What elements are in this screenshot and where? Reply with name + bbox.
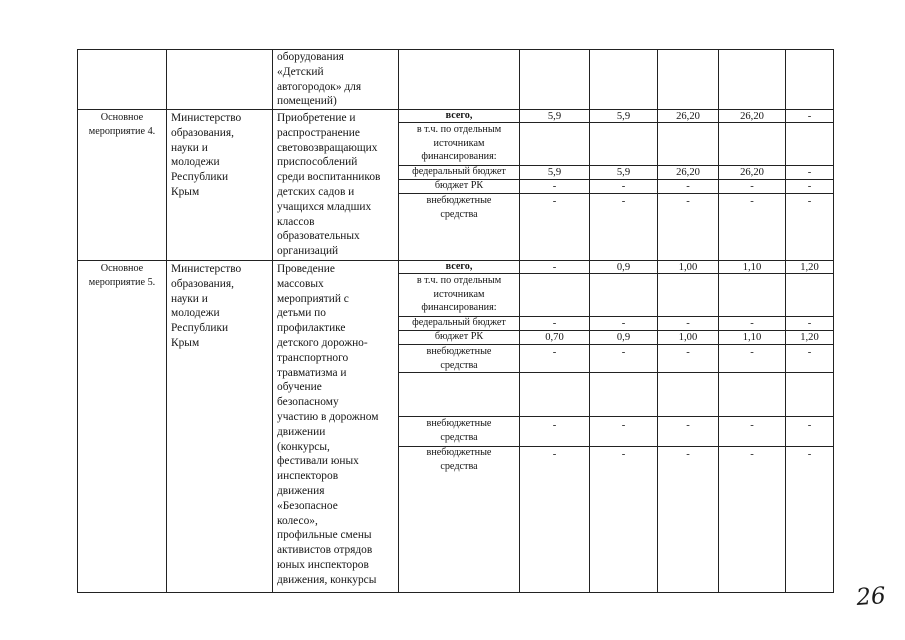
source-label: в т.ч. по отдельным источникам финансирования:	[416, 275, 502, 314]
value-cell: 26,20	[740, 111, 764, 122]
source-label: всего,	[445, 110, 473, 121]
value-cell: -	[686, 181, 690, 192]
source-label: бюджет РК	[434, 331, 484, 342]
value-cell: 1,00	[678, 332, 698, 343]
value-cell: 1,00	[678, 262, 698, 273]
source-label: в т.ч. по отдельным источникам финансирования:	[416, 124, 502, 163]
value-cell: 26,20	[676, 167, 700, 178]
value-cell: -	[807, 449, 812, 460]
value-cell: 0,9	[616, 332, 631, 343]
value-cell: 1,10	[742, 262, 762, 273]
source-label: бюджет РК	[434, 180, 484, 191]
value-cell: -	[807, 347, 812, 358]
value-cell: -	[552, 196, 557, 207]
page-number: 26	[855, 583, 887, 611]
value-cell: -	[552, 181, 557, 192]
value-cell: -	[686, 196, 690, 207]
value-cell: 5,9	[616, 167, 631, 178]
value-cell: 26,20	[740, 167, 764, 178]
table-border-top	[77, 49, 834, 50]
value-cell: 26,20	[676, 111, 700, 122]
source-label: всего,	[445, 261, 473, 272]
value-cell: -	[552, 318, 557, 329]
value-cell: -	[807, 167, 812, 178]
value-cell: 1,10	[742, 332, 762, 343]
activity-type: Основное мероприятие 4.	[88, 112, 156, 137]
value-cell: -	[750, 318, 754, 329]
value-cell: 5,9	[547, 167, 562, 178]
activity-type: Основное мероприятие 5.	[88, 263, 156, 288]
activity-executor: Министерство образования, науки и молодежи Республики Крым	[171, 112, 242, 198]
continuation-description: оборудования «Детский автогородок» для помещений)	[277, 51, 362, 108]
value-cell: -	[807, 181, 812, 192]
value-cell: -	[552, 420, 557, 431]
value-cell: -	[621, 196, 626, 207]
value-cell: -	[807, 318, 812, 329]
value-cell: -	[750, 347, 754, 358]
value-cell: -	[621, 318, 626, 329]
source-label: внебюджетные средства	[426, 447, 492, 472]
value-cell: 5,9	[616, 111, 631, 122]
activity-description: Проведение массовых мероприятий с детьми по профилактике детского дорожно- транспортного травматизма и обучение безопасному участию в дорожном движении (конкурсы, фестивали юных инспекторов движения «Безопасное колесо», профильные смены активистов отрядов юных инспекторов движения, конкурсы	[277, 263, 379, 586]
value-cell: 1,20	[800, 262, 819, 273]
value-cell: -	[807, 111, 812, 122]
value-cell: -	[750, 420, 754, 431]
value-cell: -	[807, 420, 812, 431]
value-cell: -	[686, 347, 690, 358]
value-cell: 0,9	[616, 262, 631, 273]
value-cell: -	[686, 449, 690, 460]
value-cell: -	[552, 262, 557, 273]
value-cell: 0,70	[545, 332, 564, 343]
table-border-bottom	[77, 592, 834, 593]
value-cell: -	[750, 181, 754, 192]
activity-executor: Министерство образования, науки и молодежи Республики Крым	[171, 263, 242, 349]
col-sep	[272, 49, 273, 593]
value-cell: -	[686, 420, 690, 431]
source-label: внебюджетные средства	[426, 195, 492, 220]
activity-description: Приобретение и распространение световозвращающих приспособлений среди воспитанников детских садов и учащихся младших классов образовательных организаций	[277, 112, 381, 258]
value-cell: -	[552, 347, 557, 358]
source-label: федеральный бюджет	[412, 317, 506, 328]
value-cell: -	[621, 181, 626, 192]
value-cell: -	[807, 196, 812, 207]
value-cell: 5,9	[547, 111, 562, 122]
source-label: федеральный бюджет	[412, 166, 506, 177]
value-cell: -	[750, 196, 754, 207]
value-cell: -	[621, 449, 626, 460]
table-border-right	[833, 49, 834, 593]
value-cell: -	[552, 449, 557, 460]
col-sep	[166, 49, 167, 593]
table-border-left	[77, 49, 78, 593]
value-cell: -	[686, 318, 690, 329]
value-cell: -	[621, 420, 626, 431]
source-label: внебюджетные средства	[426, 346, 492, 371]
value-cell: -	[750, 449, 754, 460]
source-label: внебюджетные средства	[426, 418, 492, 443]
value-cell: -	[621, 347, 626, 358]
value-cell: 1,20	[800, 332, 819, 343]
